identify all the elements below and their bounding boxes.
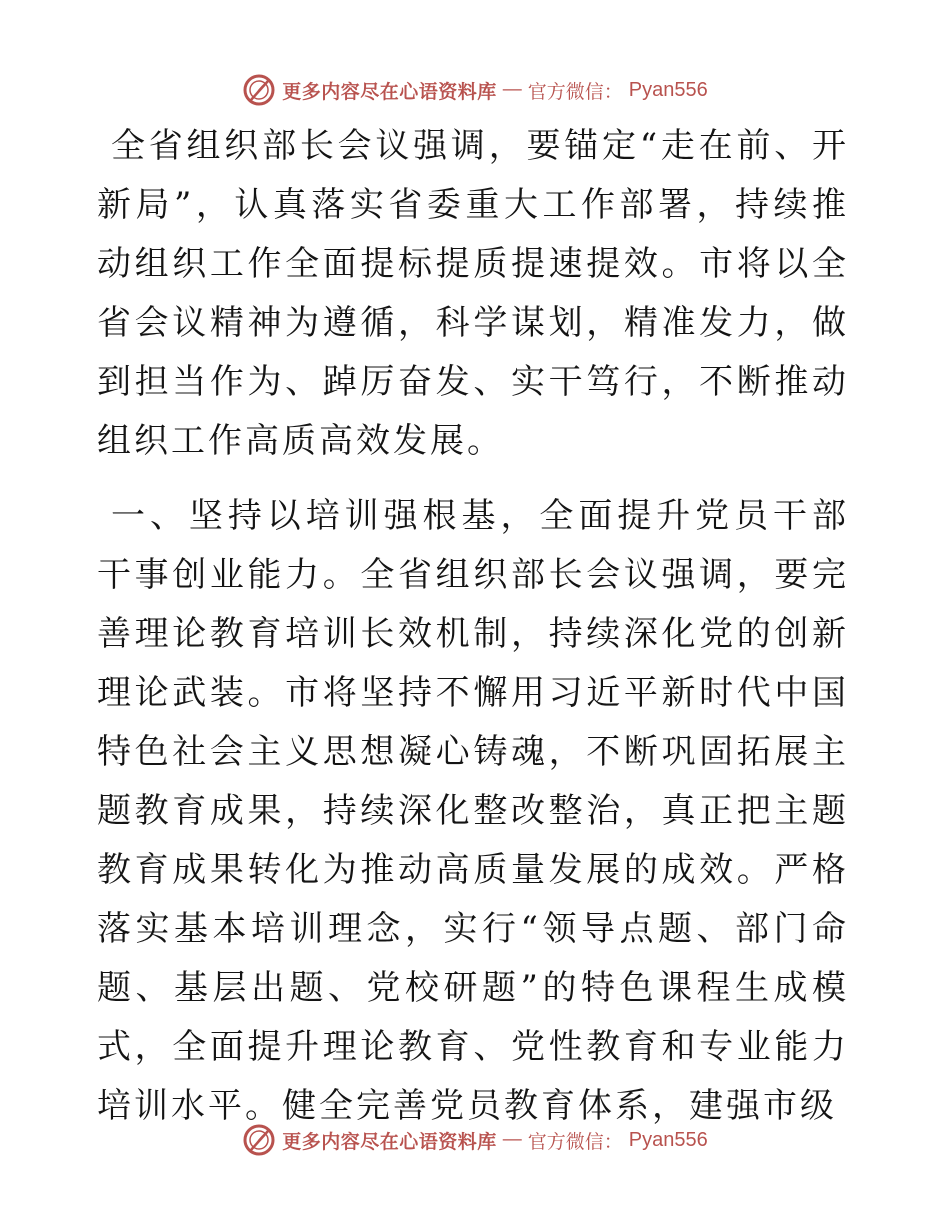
watermark-dash: —: [502, 1129, 522, 1150]
watermark-wechat-label: 官方微信：: [527, 81, 623, 103]
watermark-wechat-label: 官方微信：: [527, 1131, 623, 1153]
paragraph-section-one: 一、坚持以培训强根基，全面提升党员干部干事创业能力。全省组织部长会议强调，要完善理论教育培训长效机制，持续深化党的创新理论武装。市将坚持不懈用习近平新时代中国特色社会主义思想凝心铸魂，不断巩固拓展主题教育成果，持续深化整改整治，真正把主题教育成果转化为推动高质量发展的成效。严格落实基本培训理念，实行“领导点题、部门命题、基层出题、党校研题”的特色课程生成模式，全面提升理论教育、党性教育和专业能力培训水平。健全完善党员教育体系，建强市级: [97, 496, 849, 1126]
watermark-main-text: 更多内容尽在心语资料库: [282, 1130, 497, 1153]
watermark-wechat-id: Pyan556: [628, 1128, 708, 1151]
feather-quill-icon: [242, 1123, 276, 1157]
watermark-dash: —: [502, 79, 522, 100]
watermark-wechat-id: Pyan556: [628, 78, 708, 101]
feather-quill-icon: [242, 73, 276, 107]
watermark-header: [0, 70, 950, 110]
watermark-main-text: 更多内容尽在心语资料库: [282, 80, 497, 103]
watermark-footer: [0, 1120, 950, 1160]
document-body: [97, 117, 849, 1136]
paragraph-intro: 全省组织部长会议强调，要锚定“走在前、开新局”，认真落实省委重大工作部署，持续推动组织工作全面提标提质提速提效。市将以全省会议精神为遵循，科学谋划，精准发力，做到担当作为、踔厉奋发、实干笃行，不断推动组织工作高质高效发展。: [97, 126, 849, 461]
